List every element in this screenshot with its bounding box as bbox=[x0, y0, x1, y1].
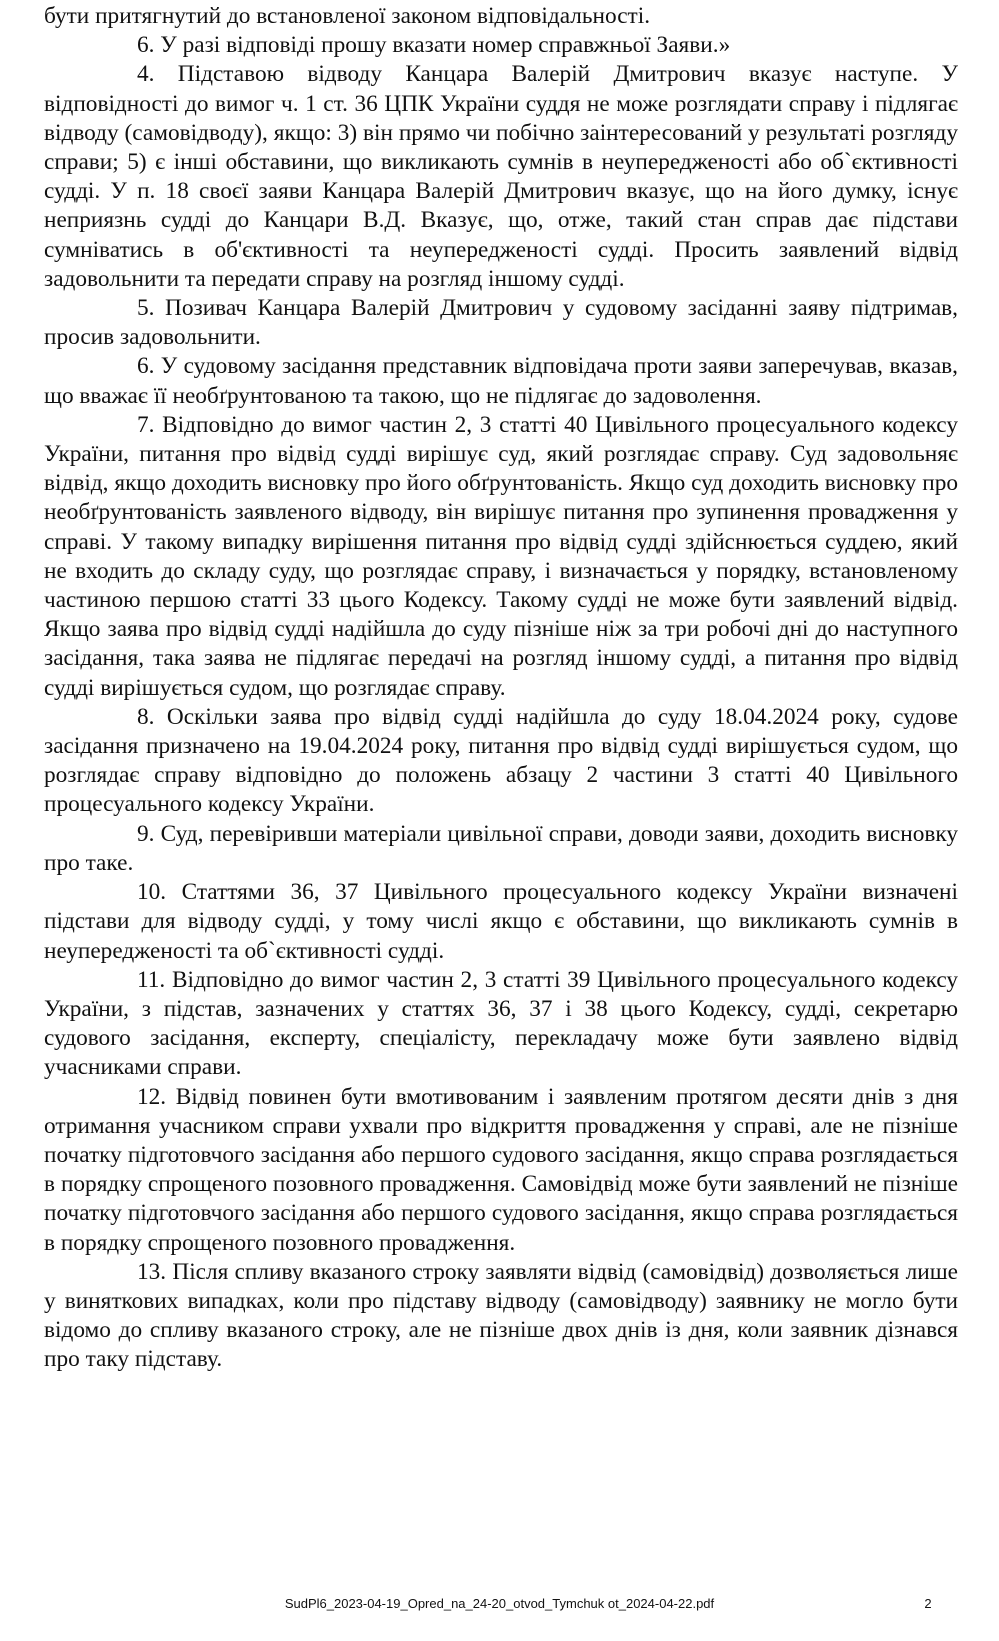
document-body bbox=[44, 2, 958, 1375]
paragraph-10: 10. Статтями 36, 37 Цивільного процесуального кодексу України визначені підстави для відводу судді, у тому числі якщо є обставини, що викликають сумнів в неупередженості та об`єктивності судді. bbox=[44, 879, 958, 964]
paragraph-4: 4. Підставою відводу Канцара Валерій Дмитрович вказує наступе. У відповідності до вимог ч. 1 ст. 36 ЦПК України суддя не може розглядати справу і підлягає відводу (самовідводу), якщо: 3) він прямо чи побічно заінтересований у результаті розгляду справи; 5) є інші обставини, що викликають сумнів в неупередженості або об`єктивності судді. У п. 18 своєї заяви Канцара Валерій Дмитрович вказує, що на його думку, існує неприязнь судді до Канцари В.Д. Вказує, що, отже, такий стан справ дає підстави сумніватись в об'єктивності та неупередженості судді. Просить заявлений відвід задовольнити та передати справу на розгляд іншому судді. bbox=[44, 61, 958, 292]
paragraph-12: 12. Відвід повинен бути вмотивованим і заявленим протягом десяти днів з дня отримання учасником справи ухвали про відкриття провадження у справі, але не пізніше початку підготовчого засідання або першого судового засідання, якщо справа розглядається в порядку спрощеного позовного провадження. Самовідвід може бути заявлений не пізніше початку підготовчого засідання або першого судового засідання, якщо справа розглядається в порядку спрощеного позовного провадження. bbox=[44, 1083, 958, 1256]
page-footer bbox=[0, 1596, 999, 1616]
paragraph-5: 5. Позивач Канцара Валерій Дмитрович у судовому засіданні заяву підтримав, просив задовольнити. bbox=[44, 295, 958, 351]
paragraph-13: 13. Після спливу вказаного строку заявляти відвід (самовідвід) дозволяється лише у виняткових випадках, коли про підставу відводу (самовідводу) заявнику не могло бути відомо до спливу вказаного строку, але не пізніше двох днів із дня, коли заявник дізнався про таку підставу. bbox=[44, 1258, 958, 1373]
paragraph-quote-item-6: 6. У разі відповіді прошу вказати номер справжньої Заяви.» bbox=[137, 32, 731, 59]
paragraph-continuation: бути притягнутий до встановленої законом відповідальності. bbox=[44, 3, 651, 29]
paragraph-8: 8. Оскільки заява про відвід судді надійшла до суду 18.04.2024 року, судове засідання призначено на 19.04.2024 року, питання про відвід судді вирішується судом, що розглядає справу відповідно до положень абзацу 2 частини 3 статті 40 Цивільного процесуального кодексу України. bbox=[44, 703, 958, 818]
paragraph-7: 7. Відповідно до вимог частин 2, 3 статті 40 Цивільного процесуального кодексу України, питання про відвід судді вирішує суд, який розглядає справу. Суд задовольняє відвід, якщо доходить висновку про його обґрунтованість. Якщо суд доходить висновку про необґрунтованість заявленого відводу, він вирішує питання про зупинення провадження у справі. У такому випадку вирішення питання про відвід судді здійснюється суддею, який не входить до складу суду, що розглядає справу, і визначається у порядку, встановленому частиною першою статті 33 цього Кодексу. Такому судді не може бути заявлений відвід. Якщо заява про відвід судді надійшла до суду пізніше ніж за три робочі дні до наступного засідання, така заява не підлягає передачі на розгляд іншому судді, а питання про відвід судді вирішується судом, що розглядає справу. bbox=[44, 411, 958, 701]
paragraph-11: 11. Відповідно до вимог частин 2, 3 статті 39 Цивільного процесуального кодексу України, з підстав, зазначених у статтях 36, 37 і 38 цього Кодексу, судді, секретарю судового засідання, експерту, спеціалісту, перекладачу може бути заявлено відвід учасниками справи. bbox=[44, 966, 958, 1081]
paragraph-6: 6. У судовому засідання представник відповідача проти заяви заперечував, вказав, що вважає її необґрунтованою та такою, що не підлягає до задоволення. bbox=[44, 353, 958, 409]
footer-filename: SudPl6_2023-04-19_Opred_na_24-20_otvod_Tymchuk ot_2024-04-22.pdf bbox=[284, 1596, 715, 1611]
page-number: 2 bbox=[924, 1596, 932, 1611]
paragraph-9: 9. Суд, перевіривши матеріали цивільної справи, доводи заяви, доходить висновку про таке. bbox=[44, 820, 958, 876]
